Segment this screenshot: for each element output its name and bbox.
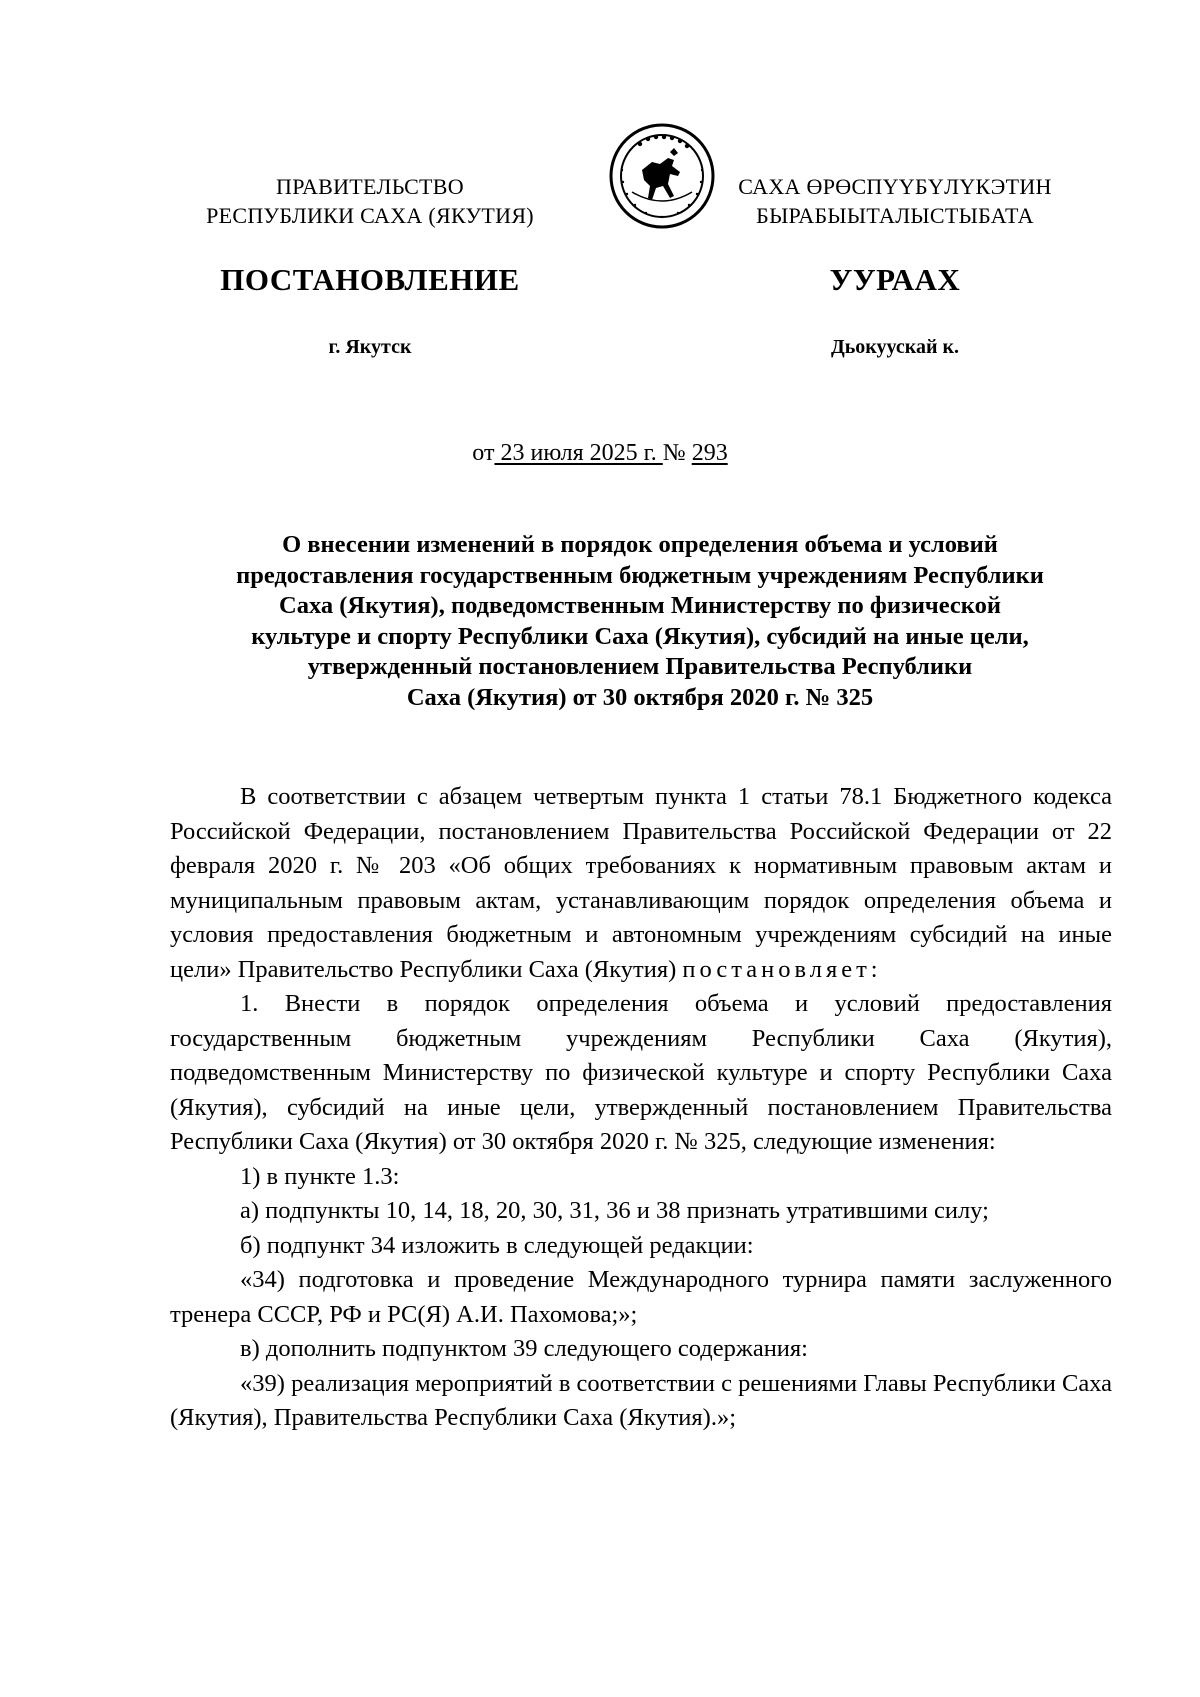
- doc-type-ru: ПОСТАНОВЛЕНИЕ: [220, 262, 520, 297]
- paragraph-subitem: а) подпункты 10, 14, 18, 20, 30, 31, 36 и 38 признать утратившими силу;: [240, 1197, 989, 1224]
- paragraph-subitem: в) дополнить подпунктом 39 следующего содержания:: [240, 1335, 808, 1362]
- title-line: предоставления государственным бюджетным учреждениям Республики: [236, 561, 1044, 589]
- doc-type-sakha: УУРААХ: [829, 262, 961, 297]
- title-line: Саха (Якутия), подведомственным Министерству по физической: [279, 592, 1001, 619]
- number-sign: №: [662, 440, 692, 466]
- title-line: Саха (Якутия) от 30 октября 2020 г. № 325: [406, 683, 874, 711]
- issuer-sakha: [680, 172, 1110, 230]
- paragraph-subitem: «34) подготовка и проведение Международного турнира памяти заслуженного тренера СССР, РФ и РС(Я) А.И. Пахомова;»;: [170, 1266, 1112, 1328]
- document-body: [170, 780, 1112, 1436]
- document-title: [170, 530, 1110, 713]
- issuer-sakha-line1: САХА ӨРӨСПҮҮБҮЛҮКЭТИН: [738, 174, 1052, 199]
- date-prefix: от: [472, 440, 495, 466]
- issuer-sakha-line2: БЫРАБЫЫТАЛЫСТЫБАТА: [756, 203, 1034, 228]
- title-line: утвержденный постановлением Правительства Республики: [307, 653, 973, 680]
- issuer-ru-line1: ПРАВИТЕЛЬСТВО: [276, 174, 464, 199]
- paragraph-subitem: «39) реализация мероприятий в соответствии с решениями Главы Республики Саха (Якутия), Правительства Республики Саха (Якутия).»;: [170, 1369, 1112, 1431]
- title-line: культуре и спорту Республики Саха (Якутия), субсидий на иные цели,: [251, 622, 1029, 650]
- paragraph-preamble: [170, 780, 1112, 987]
- city-sakha: Дьокуускай к.: [830, 336, 960, 358]
- resolves-word: постановляет:: [682, 955, 882, 983]
- issuer-ru-line2: РЕСПУБЛИКИ САХА (ЯКУТИЯ): [206, 203, 534, 228]
- document-number: 293: [691, 440, 728, 466]
- paragraph-subitem: б) подпункт 34 изложить в следующей редакции:: [240, 1231, 754, 1259]
- document-date: 23 июля 2025 г.: [494, 440, 663, 466]
- title-line: О внесении изменений в порядок определения объема и условий: [282, 531, 998, 558]
- issuer-ru: [170, 172, 570, 230]
- preamble-text: В соответствии с абзацем четвертым пункта 1 статьи 78.1 Бюджетного кодекса Российской Федерации, постановлением Правительства Российской Федерации от 22 февраля 2020 г. № 203 «Об общих требованиях к нормативным правовым актам и муниципальным правовым актам, устанавливающим порядок определения объема и условия предоставления бюджетным и автономным учреждениям субсидий на иные цели» Правительство Республики Саха (Якутия): [170, 783, 1112, 983]
- date-number-line: [0, 440, 1200, 467]
- paragraph-subitem: 1) в пункте 1.3:: [240, 1162, 400, 1190]
- city-ru: г. Якутск: [328, 336, 412, 358]
- paragraph-item-1: 1. Внести в порядок определения объема и условий предоставления государственным бюджетным учреждениям Республики Саха (Якутия), подведомственным Министерству по физической культуре и спорту Республики Саха (Якутия), субсидий на иные цели, утвержденный постановлением Правительства Республики Саха (Якутия) от 30 октября 2020 г. № 325, следующие изменения:: [170, 990, 1112, 1155]
